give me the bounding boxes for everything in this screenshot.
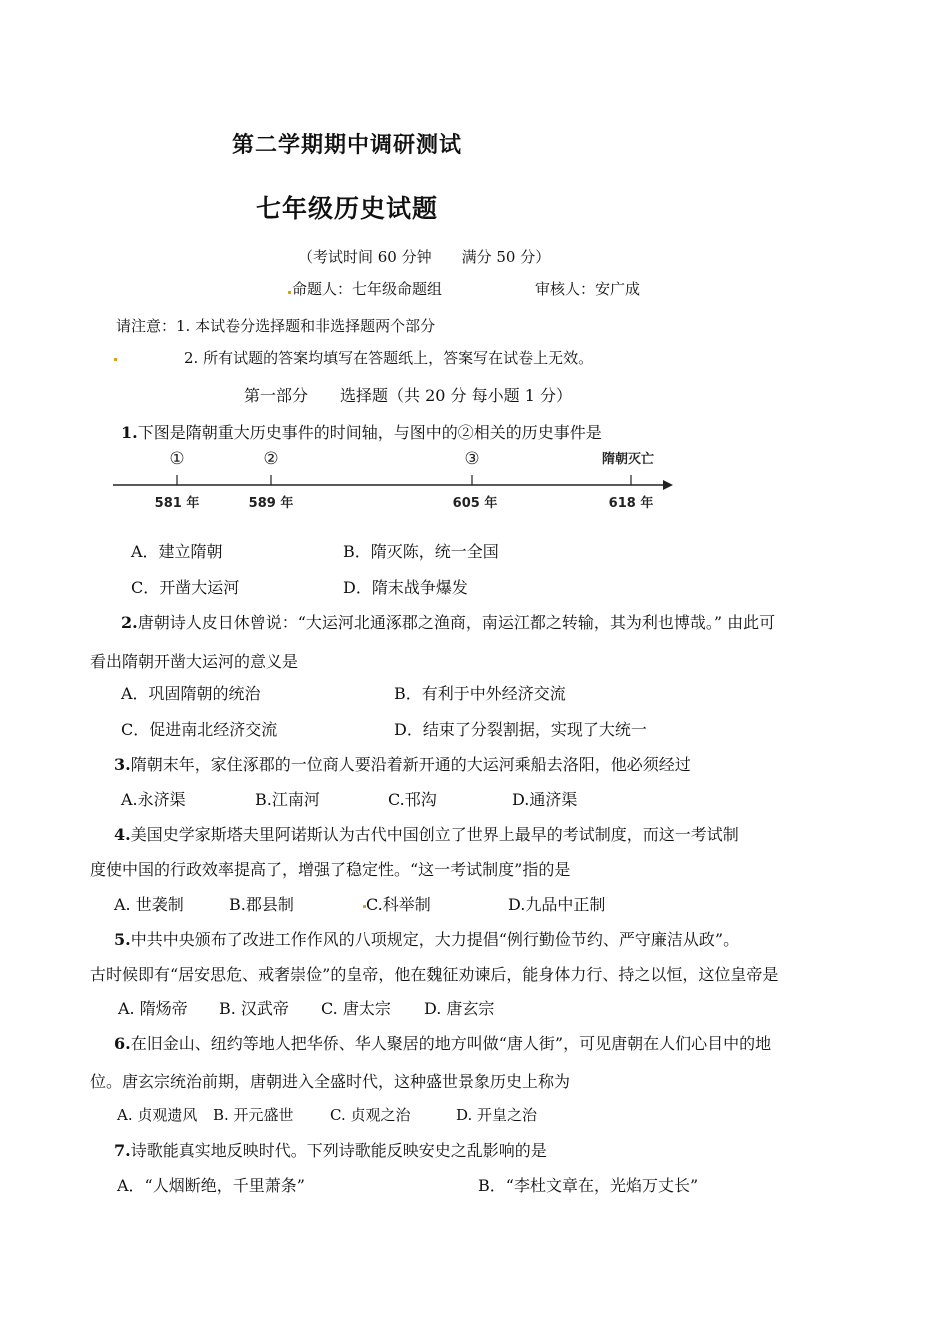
- exam-title: 第二学期期中调研测试: [232, 132, 463, 158]
- q1-option-a: A．建立隋朝: [131, 542, 223, 561]
- question-number: 6.: [114, 1034, 131, 1053]
- question-1: [121, 420, 602, 443]
- subject-title: 七年级历史试题: [256, 194, 439, 223]
- q2-option-c: C．促进南北经济交流: [121, 720, 278, 739]
- question-stem: 唐朝诗人皮日休曾说：“大运河北通涿郡之渔商，南运江都之转输，其为利也博哉。” 由此可: [137, 613, 776, 632]
- question-6: [114, 1031, 771, 1054]
- exam-info: （考试时间 60 分钟 满分 50 分）: [298, 248, 551, 266]
- q5-option-d: D. 唐玄宗: [424, 999, 495, 1018]
- marker-2: ②: [263, 449, 279, 469]
- notice-line-2: 2. 所有试题的答案均填写在答题纸上，答案写在试卷上无效。: [184, 349, 594, 367]
- question-7: [114, 1138, 547, 1161]
- question-2: [121, 610, 775, 633]
- q1-option-b: B．隋灭陈，统一全国: [343, 542, 499, 561]
- year-581: 581 年: [154, 496, 200, 511]
- q7-option-b: B．“李杜文章在，光焰万丈长”: [478, 1176, 699, 1195]
- q4-option-b: B.郡县制: [229, 895, 294, 914]
- speck-mark: [114, 358, 117, 361]
- q2-option-d: D．结束了分裂割据，实现了大统一: [394, 720, 647, 739]
- q6-option-a: A. 贞观遗风: [117, 1106, 198, 1124]
- q7-option-a: A．“人烟断绝，千里萧条”: [117, 1176, 305, 1195]
- q1-option-d: D．隋末战争爆发: [343, 578, 468, 597]
- marker-end: 隋朝灭亡: [601, 452, 655, 467]
- question-stem: 美国史学家斯塔夫里阿诺斯认为古代中国创立了世界上最早的考试制度，而这一考试制: [130, 825, 739, 844]
- q4-option-c: C.科举制: [366, 895, 431, 914]
- author: 命题人：七年级命题组: [292, 280, 443, 298]
- question-number: 7.: [114, 1141, 131, 1160]
- q2-option-a: A．巩固隋朝的统治: [121, 684, 261, 703]
- question-5-cont: 古时候即有“居安思危、戒奢崇俭”的皇帝，他在魏征劝谏后，能身体力行、持之以恒，这位皇帝是: [90, 965, 779, 984]
- q6-option-c: C. 贞观之治: [330, 1106, 411, 1124]
- question-number: 2.: [121, 613, 138, 632]
- question-5: [114, 927, 739, 950]
- q5-option-a: A. 隋炀帝: [118, 999, 188, 1018]
- q3-option-d: D.通济渠: [512, 790, 578, 809]
- question-number: 1.: [121, 423, 138, 442]
- timeline-arrow: [663, 480, 673, 490]
- notice-line-1: 请注意：1. 本试卷分选择题和非选择题两个部分: [116, 317, 436, 335]
- q6-option-b: B. 开元盛世: [213, 1106, 294, 1124]
- question-3: [114, 752, 691, 775]
- question-4-cont: 度使中国的行政效率提高了，增强了稳定性。“这一考试制度”指的是: [90, 860, 571, 879]
- question-number: 5.: [114, 930, 131, 949]
- question-6-cont: 位。唐玄宗统治前期，唐朝进入全盛时代，这种盛世景象历史上称为: [90, 1072, 571, 1091]
- q4-option-d: D.九品中正制: [508, 895, 606, 914]
- q5-option-b: B. 汉武帝: [219, 999, 289, 1018]
- question-number: 3.: [114, 755, 131, 774]
- question-stem: 在旧金山、纽约等地人把华侨、华人聚居的地方叫做“唐人街”，可见唐朝在人们心目中的地: [130, 1034, 772, 1053]
- question-stem: 中共中央颁布了改进工作作风的八项规定，大力提倡“例行勤俭节约、严守廉洁从政”。: [130, 930, 740, 949]
- q3-option-b: B.江南河: [255, 790, 320, 809]
- q2-option-b: B．有利于中外经济交流: [394, 684, 566, 703]
- speck-mark: [288, 291, 291, 294]
- section-heading: 第一部分 选择题（共 20 分 每小题 1 分）: [244, 386, 572, 405]
- timeline-figure: [110, 444, 680, 520]
- question-stem: 下图是隋朝重大历史事件的时间轴，与图中的②相关的历史事件是: [137, 423, 602, 442]
- q5-option-c: C. 唐太宗: [321, 999, 391, 1018]
- year-605: 605 年: [452, 496, 498, 511]
- q4-option-a: A. 世袭制: [114, 895, 184, 914]
- question-number: 4.: [114, 825, 131, 844]
- reviewer: 审核人：安广成: [535, 280, 641, 298]
- marker-3: ③: [464, 449, 480, 469]
- marker-1: ①: [169, 449, 185, 469]
- question-stem: 诗歌能真实地反映时代。下列诗歌能反映安史之乱影响的是: [130, 1141, 547, 1160]
- question-2-cont: 看出隋朝开凿大运河的意义是: [90, 652, 299, 671]
- year-589: 589 年: [248, 496, 294, 511]
- question-4: [114, 822, 739, 845]
- q6-option-d: D. 开皇之治: [456, 1106, 538, 1124]
- q1-option-c: C．开凿大运河: [131, 578, 240, 597]
- q3-option-a: A.永济渠: [121, 790, 186, 809]
- question-stem: 隋朝末年，家住涿郡的一位商人要沿着新开通的大运河乘船去洛阳，他必须经过: [130, 755, 691, 774]
- year-618: 618 年: [608, 496, 654, 511]
- q3-option-c: C.邗沟: [388, 790, 437, 809]
